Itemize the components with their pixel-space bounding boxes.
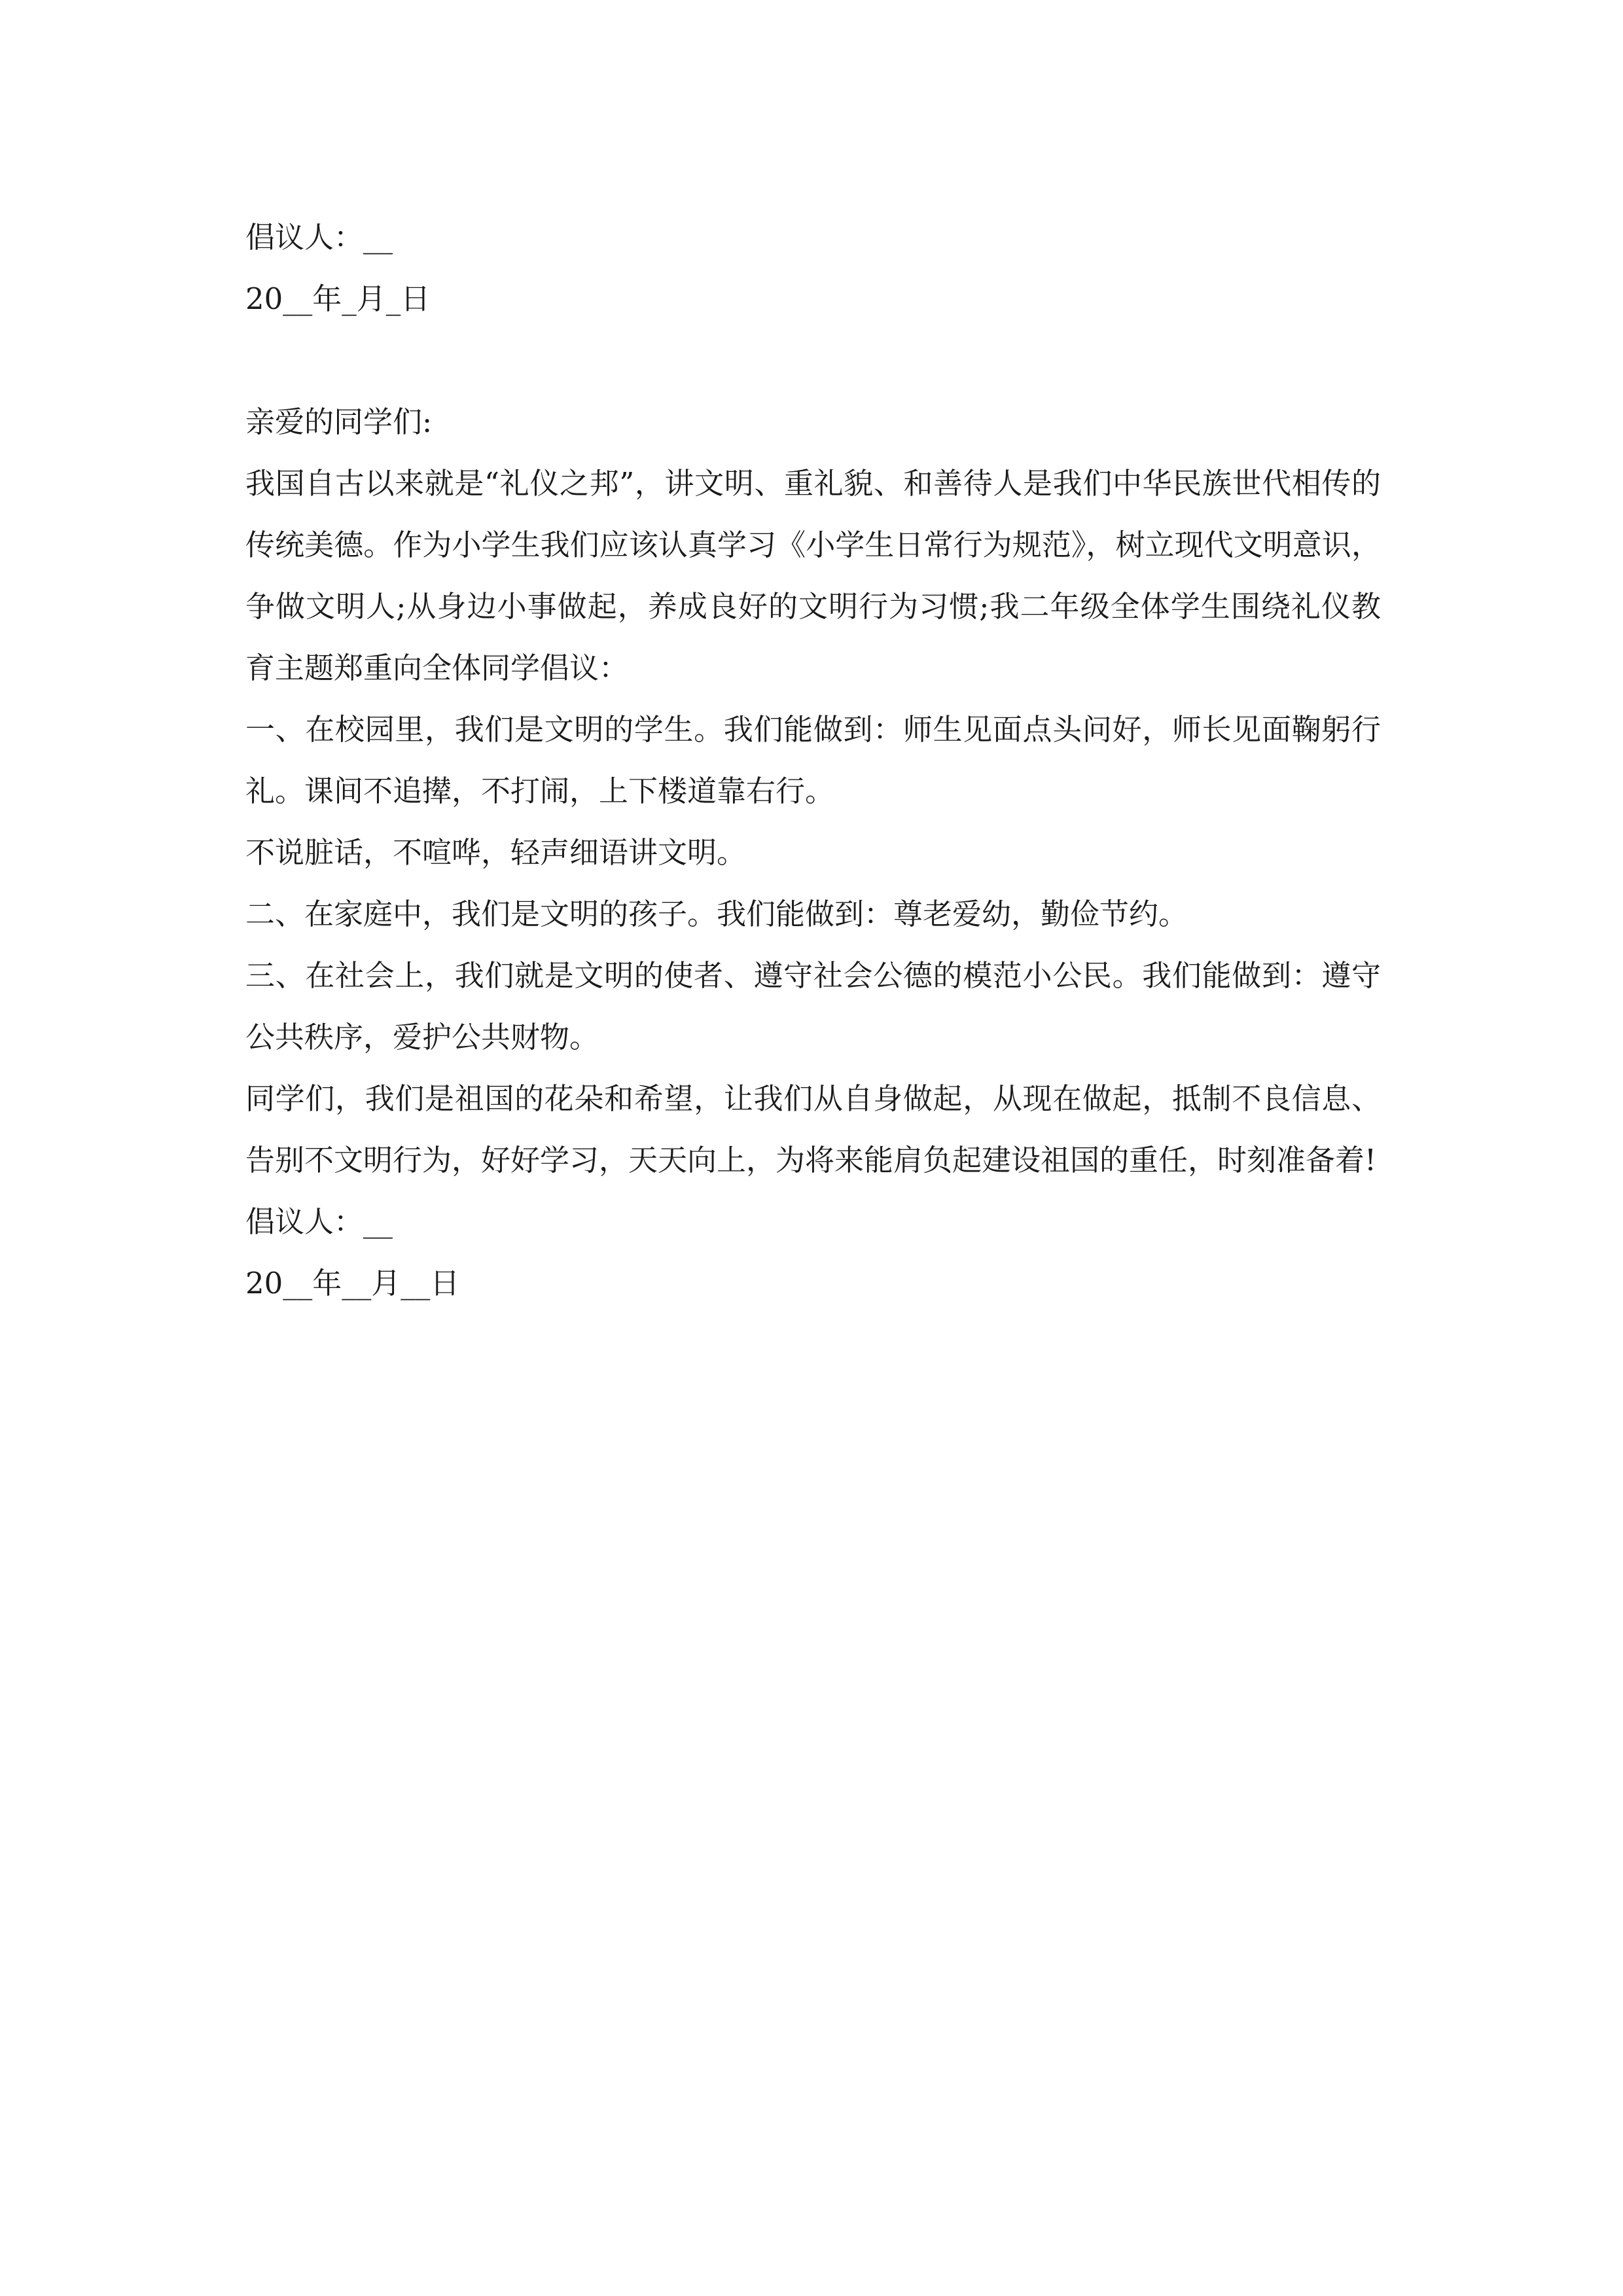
- document-body: [245, 207, 1381, 1314]
- bottom-date-line: 20__年__月__日: [245, 1266, 460, 1300]
- top-date-line: 20__年_月_日: [245, 281, 431, 316]
- point-three-paragraph: 三、在社会上，我们就是文明的使者、遵守社会公德的模范小公民。我们能做到：遵守公共秩序，爱护公共财物。: [245, 958, 1381, 1054]
- point-one-paragraph: 一、在校园里，我们是文明的学生。我们能做到：师生见面点头问好，师长见面鞠躬行礼。课间不追撵，不打闹，上下楼道靠右行。: [245, 712, 1381, 808]
- intro-paragraph: 我国自古以来就是“礼仪之邦”，讲文明、重礼貌、和善待人是我们中华民族世代相传的传统美德。作为小学生我们应该认真学习《小学生日常行为规范》，树立现代文明意识，争做文明人;从身边小事做起，养成良好的文明行为习惯;我二年级全体学生围绕礼仪教育主题郑重向全体同学倡议：: [245, 466, 1381, 685]
- top-proposer-line: 倡议人：__: [245, 220, 393, 255]
- bottom-proposer-line: 倡议人：__: [245, 1204, 393, 1239]
- point-one-extra-paragraph: 不说脏话，不喧哗，轻声细语讲文明。: [245, 835, 747, 870]
- point-two-paragraph: 二、在家庭中，我们是文明的孩子。我们能做到：尊老爱幼，勤俭节约。: [245, 897, 1188, 931]
- salutation: 亲爱的同学们:: [245, 404, 433, 439]
- closing-paragraph: 同学们，我们是祖国的花朵和希望，让我们从自身做起，从现在做起，抵制不良信息、告别不文明行为，好好学习，天天向上，为将来能肩负起建设祖国的重任，时刻准备着!: [245, 1081, 1381, 1177]
- section-gap: [245, 330, 1381, 391]
